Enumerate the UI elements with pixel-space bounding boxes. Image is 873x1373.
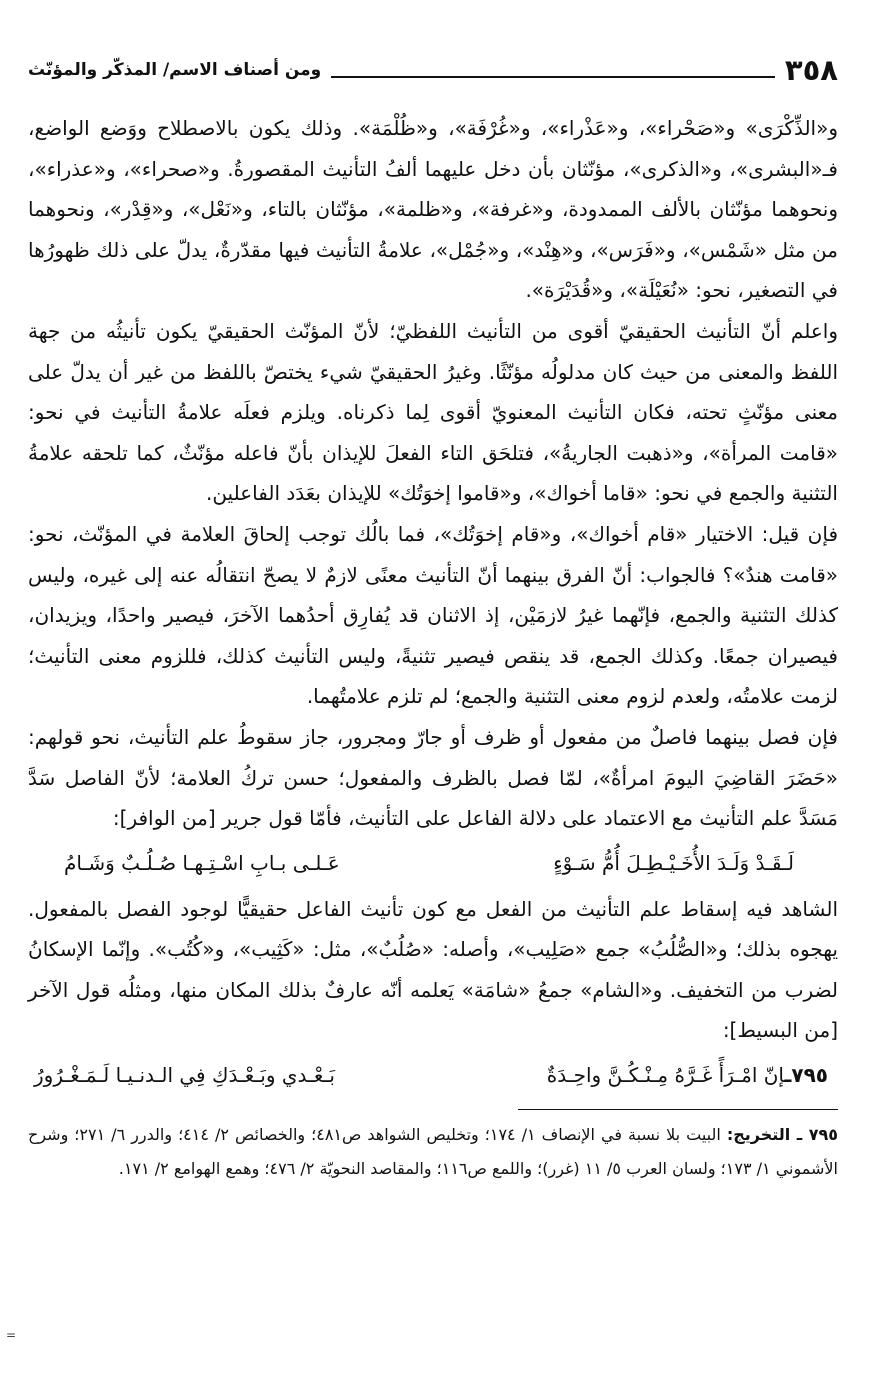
verse-hemistich-first: لَـقَـدْ وَلَـدَ الأُخَـيْـطِـلَ أُمُّ سَـوْءٍ (553, 850, 794, 875)
verse-hemistich-second: بَـعْـدي وبَـعْـدَكِ فِي الـدنـيـا لَـمَـغْـرُورُ (34, 1063, 335, 1088)
footnote (28, 1118, 838, 1186)
poetry-verse-jarir (28, 841, 838, 885)
footnote-label: ٧٩٥ ـ التخريج: (726, 1125, 839, 1145)
paragraph-4: فإن فصل بينهما فاصلٌ من مفعول أو ظرف أو جارّ ومجرور، جاز سقوطُ علم التأنيث، نحو قولهم: «حَضَرَ القاضِيَ اليومَ امرأةٌ»، لمّا فصل بالظرف والمفعول؛ حسن تركُ العلامة؛ لأنّ الفاصل سَدَّ مَسَدَّ علم التأنيث مع الاعتماد على دلالة الفاعل على التأنيث، فأمّا قول جرير [من الوافر]: (28, 724, 838, 831)
footnote-rule (518, 1109, 838, 1110)
book-page (28, 48, 838, 1186)
verse-hemistich-second: عَـلـى بـابِ اسْـتِـهـا صُـلُـبٌ وَشَـامُ (64, 850, 340, 875)
running-title: ومن أصناف الاسم/ المذكّر والمؤنّث (28, 60, 322, 80)
page-header (28, 48, 838, 92)
verse-number: ٧٩٥ـ (784, 1063, 828, 1088)
poetry-verse-795 (28, 1053, 838, 1097)
paragraph-2: واعلم أنّ التأنيث الحقيقيّ أقوى من التأنيث اللفظيّ؛ لأنّ المؤنّث الحقيقيّ يكون تأنيثُه من جهة اللفظ والمعنى من حيث كان مدلولُه مؤنّثًا. وغيرُ الحقيقيّ شيء يختصّ باللفظ من غير أن يدلّ على معنى مؤنّثٍ تحته، فكان التأنيث المعنويّ أقوى لِما ذكرناه. ويلزم فعلَه علامةُ التأنيث في نحو: «قامت المرأة»، و«ذهبت الجاريةُ»، فتلحَق التاء الفعلَ للإيذان بأنّ فاعله مؤنّثٌ، كما تلحقه علامةُ التثنية والجمع في نحو: «قاما أخواك»، و«قاموا إخوَتُك» للإيذان بعَدَد الفاعلين. (28, 318, 838, 506)
header-rule (331, 76, 775, 78)
body-text (28, 108, 838, 1097)
paragraph-5: الشاهد فيه إسقاط علم التأنيث من الفعل مع كون تأنيث الفاعل حقيقيًّا لوجود الفصل بالمفعول. يهجوه بذلك؛ و«الصُّلُبُ» جمع «صَلِيب»، وأصله: «صُلُبٌ»، مثل: «كَثِيب»، و«كُتُب». وإنّما الإسكانُ لضرب من التخفيف. و«الشام» جمعُ «شامَة» يَعلمه أنّه عارفٌ بذلك المكان منها، ومثلُه قول الآخر [من البسيط]: (28, 896, 838, 1043)
paragraph-3: فإن قيل: الاختيار «قام أخواك»، و«قام إخوَتُك»، فما بالُك توجب إلحاقَ العلامة في المؤنّث، نحو: «قامت هندٌ»؟ فالجواب: أنّ الفرق بينهما أنّ التأنيث معنًى لازمٌ لا يصحّ انتقالُه عنه إلى غيره، وليس كذلك التثنية والجمع، فإنّهما غيرُ لازمَيْن، إذ الاثنان قد يُفارِق أحدُهما الآخرَ، فيصير واحدًا، ويزيدان، فيصيران جمعًا. وكذلك الجمع، قد ينقص فيصير تثنيةً، وليس التأنيث كذلك، فللزوم معنى التأنيث؛ لزمت علامتُه، ولعدم لزوم معنى التثنية والجمع؛ لم تلزم علامتُهما. (28, 521, 838, 709)
footnote-text: البيت بلا نسبة في الإنصاف ١/ ١٧٤؛ وتخليص الشواهد ص٤٨١؛ والخصائص ٢/ ٤١٤؛ والدرر ٦/ ٢٧١؛ وشرح الأشموني ١/ ١٧٣؛ ولسان العرب ٥/ ١١ (غرر)؛ واللمع ص١١٦؛ والمقاصد النحويّة ٢/ ٤٧٦؛ وهمع الهوامع ٢/ ١٧١. (28, 1125, 838, 1179)
page-number: ٣٥٨ (784, 53, 838, 87)
paragraph-1: و«الذِّكْرَى» و«صَحْراء»، و«عَذْراء»، و«غُرْفَة»، و«ظُلْمَة». وذلك يكون بالاصطلاح ووَضع الواضع، فـ«البشرى»، و«الذكرى»، مؤنّثان بأن دخل عليهما ألفُ التأنيث المقصورةُ. و«صحراء»، و«عذراء»، ونحوهما مؤنّثان بالألف الممدودة، و«غرفة»، و«ظلمة»، مؤنّثان بالتاء، و«نَعْل»، و«قِدْر»، ونحوهما من مثل «شَمْس»، و«فَرَس»، و«هِنْد»، و«جُمْل»، علامةُ التأنيث فيها مقدّرةٌ، يدلّ على ذلك ظهورُها في التصغير، نحو: «نُعَيْلَة»، و«قُدَيْرَة». (28, 116, 838, 303)
margin-mark: = (6, 1328, 17, 1342)
verse-first-text: إنّ امْـرَأً غَـرَّهُ مِـنْـكُـنَّ واحِـدَةٌ (546, 1063, 785, 1088)
verse-hemistich-first (547, 1053, 828, 1097)
